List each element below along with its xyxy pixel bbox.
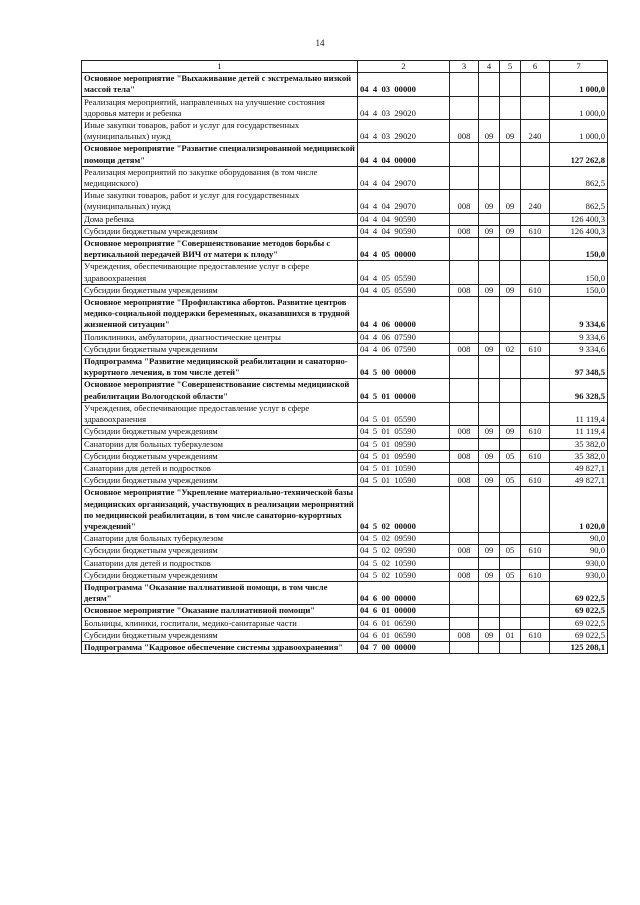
table-row [82, 261, 608, 284]
section-cell [479, 641, 500, 653]
table-row [82, 617, 608, 629]
item-name-cell: Субсидии бюджетным учреждениям [82, 569, 358, 581]
item-name-cell: Субсидии бюджетным учреждениям [82, 225, 358, 237]
ministry-cell: 008 [450, 225, 479, 237]
section-cell [479, 379, 500, 402]
expense-type-cell [521, 166, 550, 189]
header-cell: 6 [521, 61, 550, 73]
expense-type-cell [521, 73, 550, 96]
section-cell [479, 557, 500, 569]
subsection-cell [500, 238, 521, 261]
expense-type-cell [521, 557, 550, 569]
amount-cell: 150,0 [550, 238, 608, 261]
amount-cell: 125 208,1 [550, 641, 608, 653]
amount-cell: 930,0 [550, 569, 608, 581]
table-row [82, 545, 608, 557]
expense-type-cell: 610 [521, 343, 550, 355]
table-row [82, 605, 608, 617]
amount-cell: 1 020,0 [550, 487, 608, 533]
expense-type-cell: 610 [521, 450, 550, 462]
amount-cell: 9 334,6 [550, 343, 608, 355]
subsection-cell: 05 [500, 475, 521, 487]
code-cell: 04 6 01 00000 [358, 605, 450, 617]
table-row [82, 120, 608, 143]
ministry-cell: 008 [450, 426, 479, 438]
code-cell: 04 6 00 00000 [358, 581, 450, 604]
expense-type-cell [521, 96, 550, 119]
ministry-cell [450, 331, 479, 343]
item-name-cell: Основное мероприятие "Развитие специализированной медицинской помощи детям" [82, 143, 358, 166]
code-cell: 04 4 06 07590 [358, 343, 450, 355]
amount-cell: 126 400,3 [550, 213, 608, 225]
ministry-cell [450, 581, 479, 604]
item-name-cell: Санатории для детей и подростков [82, 557, 358, 569]
table-row [82, 426, 608, 438]
subsection-cell: 09 [500, 120, 521, 143]
item-name-cell: Подпрограмма "Кадровое обеспечение системы здравоохранения" [82, 641, 358, 653]
item-name-cell: Субсидии бюджетным учреждениям [82, 629, 358, 641]
ministry-cell [450, 487, 479, 533]
subsection-cell: 09 [500, 426, 521, 438]
budget-table [81, 60, 608, 654]
amount-cell: 69 022,5 [550, 617, 608, 629]
ministry-cell: 008 [450, 284, 479, 296]
ministry-cell [450, 213, 479, 225]
section-cell [479, 438, 500, 450]
section-cell [479, 238, 500, 261]
code-cell: 04 5 01 09590 [358, 450, 450, 462]
amount-cell: 69 022,5 [550, 629, 608, 641]
item-name-cell: Поликлиники, амбулатории, диагностические центры [82, 331, 358, 343]
subsection-cell [500, 96, 521, 119]
item-name-cell: Субсидии бюджетным учреждениям [82, 545, 358, 557]
section-cell [479, 213, 500, 225]
ministry-cell: 008 [450, 120, 479, 143]
ministry-cell: 008 [450, 475, 479, 487]
ministry-cell [450, 617, 479, 629]
ministry-cell: 008 [450, 343, 479, 355]
ministry-cell [450, 438, 479, 450]
amount-cell: 69 022,5 [550, 605, 608, 617]
table-row [82, 569, 608, 581]
table-row [82, 225, 608, 237]
table-row [82, 402, 608, 425]
item-name-cell: Основное мероприятие "Совершенствование системы медицинской реабилитации Вологодской области" [82, 379, 358, 402]
ministry-cell [450, 166, 479, 189]
ministry-cell [450, 641, 479, 653]
section-cell [479, 581, 500, 604]
amount-cell: 9 334,6 [550, 297, 608, 332]
subsection-cell [500, 166, 521, 189]
page-number: 14 [315, 38, 325, 48]
section-cell [479, 166, 500, 189]
ministry-cell [450, 238, 479, 261]
header-cell: 4 [479, 61, 500, 73]
section-cell [479, 402, 500, 425]
item-name-cell: Санатории для детей и подростков [82, 462, 358, 474]
expense-type-cell [521, 605, 550, 617]
table-row [82, 557, 608, 569]
header-cell: 5 [500, 61, 521, 73]
code-cell: 04 5 02 10590 [358, 557, 450, 569]
subsection-cell [500, 557, 521, 569]
code-cell: 04 4 05 05590 [358, 284, 450, 296]
code-cell: 04 4 06 07590 [358, 331, 450, 343]
item-name-cell: Субсидии бюджетным учреждениям [82, 284, 358, 296]
section-cell [479, 331, 500, 343]
table-row [82, 533, 608, 545]
ministry-cell: 008 [450, 190, 479, 213]
table-row [82, 379, 608, 402]
section-cell: 09 [479, 569, 500, 581]
table-row [82, 331, 608, 343]
code-cell: 04 5 02 09590 [358, 545, 450, 557]
amount-cell: 69 022,5 [550, 581, 608, 604]
table-row [82, 629, 608, 641]
table-row [82, 73, 608, 96]
expense-type-cell [521, 617, 550, 629]
item-name-cell: Подпрограмма "Развитие медицинской реабилитации и санаторно-курортного лечения, в том числе детей" [82, 356, 358, 379]
amount-cell: 96 328,5 [550, 379, 608, 402]
ministry-cell [450, 143, 479, 166]
section-cell [479, 96, 500, 119]
section-cell [479, 73, 500, 96]
amount-cell: 35 382,0 [550, 450, 608, 462]
expense-type-cell [521, 533, 550, 545]
section-cell: 09 [479, 450, 500, 462]
amount-cell: 862,5 [550, 190, 608, 213]
code-cell: 04 5 01 05590 [358, 402, 450, 425]
amount-cell: 127 262,8 [550, 143, 608, 166]
code-cell: 04 6 01 06590 [358, 617, 450, 629]
code-cell: 04 4 03 29020 [358, 96, 450, 119]
subsection-cell [500, 213, 521, 225]
header-cell: 1 [82, 61, 358, 73]
code-cell: 04 5 00 00000 [358, 356, 450, 379]
ministry-cell [450, 297, 479, 332]
item-name-cell: Субсидии бюджетным учреждениям [82, 426, 358, 438]
code-cell: 04 5 01 10590 [358, 462, 450, 474]
amount-cell: 11 119,4 [550, 426, 608, 438]
subsection-cell: 05 [500, 569, 521, 581]
subsection-cell [500, 617, 521, 629]
subsection-cell: 02 [500, 343, 521, 355]
item-name-cell: Учреждения, обеспечивающие предоставление услуг в сфере здравоохранения [82, 402, 358, 425]
code-cell: 04 4 05 05590 [358, 261, 450, 284]
expense-type-cell [521, 581, 550, 604]
ministry-cell: 008 [450, 545, 479, 557]
expense-type-cell: 610 [521, 426, 550, 438]
table-row [82, 297, 608, 332]
code-cell: 04 4 05 00000 [358, 238, 450, 261]
item-name-cell: Субсидии бюджетным учреждениям [82, 343, 358, 355]
table-row [82, 238, 608, 261]
expense-type-cell [521, 143, 550, 166]
expense-type-cell [521, 213, 550, 225]
section-cell [479, 605, 500, 617]
amount-cell: 150,0 [550, 284, 608, 296]
amount-cell: 11 119,4 [550, 402, 608, 425]
table-row [82, 213, 608, 225]
expense-type-cell: 240 [521, 190, 550, 213]
header-cell: 7 [550, 61, 608, 73]
section-cell: 09 [479, 120, 500, 143]
ministry-cell: 008 [450, 629, 479, 641]
expense-type-cell [521, 438, 550, 450]
expense-type-cell [521, 402, 550, 425]
section-cell: 09 [479, 426, 500, 438]
code-cell: 04 4 04 90590 [358, 213, 450, 225]
amount-cell: 90,0 [550, 533, 608, 545]
ministry-cell [450, 356, 479, 379]
code-cell: 04 4 04 00000 [358, 143, 450, 166]
expense-type-cell [521, 297, 550, 332]
subsection-cell [500, 331, 521, 343]
subsection-cell [500, 356, 521, 379]
subsection-cell: 09 [500, 190, 521, 213]
code-cell: 04 5 02 00000 [358, 487, 450, 533]
subsection-cell [500, 438, 521, 450]
item-name-cell: Основное мероприятие "Укрепление материально-технической базы медицинских организаций, участвующих в реализации мероприятий по медицинской реабилитации, в том числе санаторно-курортных учреждений" [82, 487, 358, 533]
subsection-cell [500, 487, 521, 533]
amount-cell: 49 827,1 [550, 475, 608, 487]
item-name-cell: Реализация мероприятий по закупке оборудования (в том числе медицинского) [82, 166, 358, 189]
table-row [82, 96, 608, 119]
amount-cell: 862,5 [550, 166, 608, 189]
item-name-cell: Основное мероприятие "Профилактика абортов. Развитие центров медико-социальной поддержки беременных, оказавшихся в трудной жизненной ситуации" [82, 297, 358, 332]
code-cell: 04 5 01 10590 [358, 475, 450, 487]
subsection-cell: 09 [500, 284, 521, 296]
amount-cell: 1 000,0 [550, 96, 608, 119]
code-cell: 04 4 03 00000 [358, 73, 450, 96]
section-cell [479, 261, 500, 284]
code-cell: 04 5 02 09590 [358, 533, 450, 545]
subsection-cell [500, 605, 521, 617]
table-row [82, 462, 608, 474]
table-body [82, 61, 608, 654]
item-name-cell: Основное мероприятие "Оказание паллиативной помощи" [82, 605, 358, 617]
expense-type-cell [521, 356, 550, 379]
expense-type-cell: 610 [521, 225, 550, 237]
expense-type-cell [521, 238, 550, 261]
section-cell: 09 [479, 629, 500, 641]
subsection-cell [500, 533, 521, 545]
subsection-cell [500, 462, 521, 474]
table-row [82, 343, 608, 355]
table-row [82, 284, 608, 296]
subsection-cell: 05 [500, 450, 521, 462]
expense-type-cell [521, 641, 550, 653]
ministry-cell: 008 [450, 450, 479, 462]
subsection-cell [500, 73, 521, 96]
ministry-cell [450, 557, 479, 569]
code-cell: 04 4 04 90590 [358, 225, 450, 237]
section-cell: 09 [479, 225, 500, 237]
subsection-cell: 09 [500, 225, 521, 237]
subsection-cell [500, 261, 521, 284]
item-name-cell: Субсидии бюджетным учреждениям [82, 450, 358, 462]
subsection-cell [500, 297, 521, 332]
table-row [82, 166, 608, 189]
item-name-cell: Дома ребенка [82, 213, 358, 225]
ministry-cell: 008 [450, 569, 479, 581]
amount-cell: 49 827,1 [550, 462, 608, 474]
section-cell [479, 143, 500, 166]
table-row [82, 581, 608, 604]
table-row [82, 190, 608, 213]
item-name-cell: Иные закупки товаров, работ и услуг для государственных (муниципальных) нужд [82, 190, 358, 213]
code-cell: 04 4 03 29020 [358, 120, 450, 143]
subsection-cell [500, 379, 521, 402]
ministry-cell [450, 379, 479, 402]
section-cell: 09 [479, 475, 500, 487]
expense-type-cell: 240 [521, 120, 550, 143]
expense-type-cell: 610 [521, 629, 550, 641]
expense-type-cell [521, 487, 550, 533]
ministry-cell [450, 73, 479, 96]
section-cell [479, 533, 500, 545]
amount-cell: 150,0 [550, 261, 608, 284]
ministry-cell [450, 402, 479, 425]
expense-type-cell: 610 [521, 475, 550, 487]
section-cell [479, 487, 500, 533]
subsection-cell: 01 [500, 629, 521, 641]
section-cell [479, 462, 500, 474]
subsection-cell: 05 [500, 545, 521, 557]
amount-cell: 35 382,0 [550, 438, 608, 450]
amount-cell: 90,0 [550, 545, 608, 557]
code-cell: 04 4 06 00000 [358, 297, 450, 332]
expense-type-cell: 610 [521, 284, 550, 296]
table-row [82, 641, 608, 653]
item-name-cell: Санатории для больных туберкулезом [82, 438, 358, 450]
code-cell: 04 5 01 05590 [358, 426, 450, 438]
expense-type-cell [521, 331, 550, 343]
item-name-cell: Субсидии бюджетным учреждениям [82, 475, 358, 487]
section-cell: 09 [479, 190, 500, 213]
ministry-cell [450, 605, 479, 617]
subsection-cell [500, 143, 521, 166]
section-cell [479, 297, 500, 332]
table-row [82, 356, 608, 379]
table-row [82, 475, 608, 487]
subsection-cell [500, 641, 521, 653]
subsection-cell [500, 581, 521, 604]
expense-type-cell: 610 [521, 569, 550, 581]
section-cell: 09 [479, 343, 500, 355]
table-header-row [82, 61, 608, 73]
item-name-cell: Учреждения, обеспечивающие предоставление услуг в сфере здравоохранения [82, 261, 358, 284]
section-cell [479, 356, 500, 379]
amount-cell: 1 000,0 [550, 120, 608, 143]
code-cell: 04 7 00 00000 [358, 641, 450, 653]
ministry-cell [450, 533, 479, 545]
header-cell: 3 [450, 61, 479, 73]
code-cell: 04 4 04 29070 [358, 190, 450, 213]
amount-cell: 9 334,6 [550, 331, 608, 343]
header-cell: 2 [358, 61, 450, 73]
amount-cell: 126 400,3 [550, 225, 608, 237]
item-name-cell: Санатории для больных туберкулезом [82, 533, 358, 545]
amount-cell: 1 000,0 [550, 73, 608, 96]
expense-type-cell [521, 261, 550, 284]
code-cell: 04 5 02 10590 [358, 569, 450, 581]
table-row [82, 450, 608, 462]
table-row [82, 143, 608, 166]
table-row [82, 487, 608, 533]
ministry-cell [450, 96, 479, 119]
code-cell: 04 4 04 29070 [358, 166, 450, 189]
ministry-cell [450, 261, 479, 284]
item-name-cell: Реализация мероприятий, направленных на улучшение состояния здоровья матери и ребенка [82, 96, 358, 119]
item-name-cell: Больницы, клиники, госпитали, медико-санитарные части [82, 617, 358, 629]
item-name-cell: Основное мероприятие "Совершенствование методов борьбы с вертикальной передачей ВИЧ от матери к плоду" [82, 238, 358, 261]
item-name-cell: Иные закупки товаров, работ и услуг для государственных (муниципальных) нужд [82, 120, 358, 143]
ministry-cell [450, 462, 479, 474]
code-cell: 04 5 01 09590 [358, 438, 450, 450]
expense-type-cell: 610 [521, 545, 550, 557]
table-row [82, 438, 608, 450]
subsection-cell [500, 402, 521, 425]
code-cell: 04 5 01 00000 [358, 379, 450, 402]
section-cell: 09 [479, 545, 500, 557]
item-name-cell: Подпрограмма "Оказание паллиативной помощи, в том числе детям" [82, 581, 358, 604]
section-cell: 09 [479, 284, 500, 296]
code-cell: 04 6 01 06590 [358, 629, 450, 641]
amount-cell: 930,0 [550, 557, 608, 569]
expense-type-cell [521, 462, 550, 474]
expense-type-cell [521, 379, 550, 402]
section-cell [479, 617, 500, 629]
item-name-cell: Основное мероприятие "Выхаживание детей с экстремально низкой массой тела" [82, 73, 358, 96]
amount-cell: 97 348,5 [550, 356, 608, 379]
